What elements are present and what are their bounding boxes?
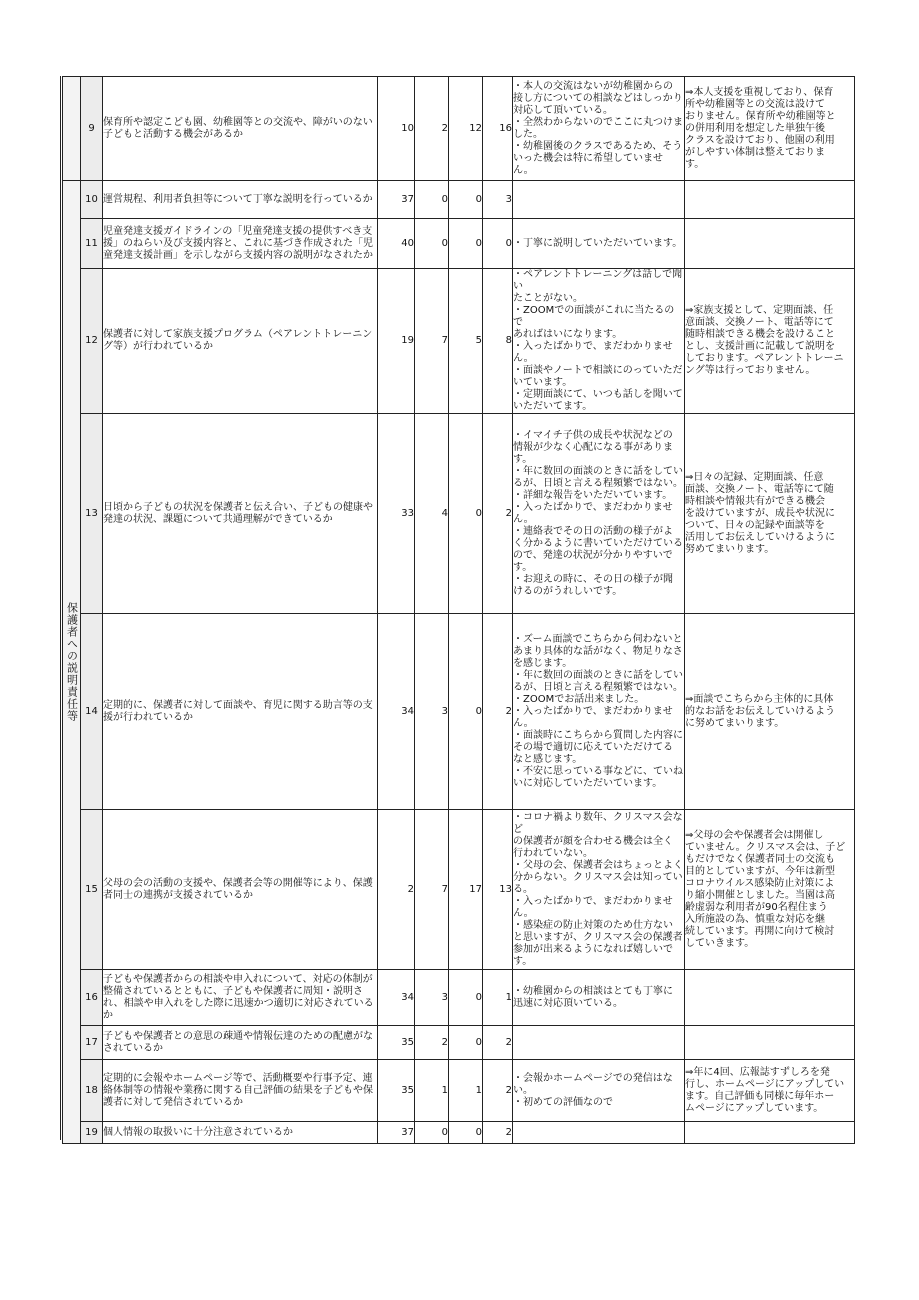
count-unknown: 2 <box>483 1122 513 1144</box>
question-text: 定期的に、保護者に対して面談や、育児に関する助言等の支援が行われているか <box>103 614 378 810</box>
count-unknown: 1 <box>483 970 513 1026</box>
question-text: 子どもや保護者からの相談や申入れについて、対応の体制が整備されているとともに、子どもや保護者に周知・説明され、相談や申入れをした際に迅速かつ適切に対応されているか <box>103 970 378 1026</box>
count-no: 0 <box>449 1026 483 1060</box>
count-neutral: 0 <box>415 181 449 219</box>
count-unknown: 3 <box>483 181 513 219</box>
facility-response <box>685 970 855 1026</box>
question-text: 保育所や認定こども園、幼稚園等との交流や、障がいのない子どもと活動する機会があるか <box>103 77 378 181</box>
parent-comment: ・ズーム面談でこちらから伺わないと あまり具体的な話がなく、物足りなさ を感じます。 ・年に数回の面談のときに話をしてい るが、日頃と言える程頻繁ではない。 ・ZOOMでお話出来ました。 ・入ったばかりで、まだわかりません。 ・面談時にこちらから質問した内容に その場で適切に応えていただけてる なと感じます。 ・不安に思っている事などに、ていね いに対応していただいています。 <box>513 614 685 810</box>
count-yes: 37 <box>378 1122 415 1144</box>
count-neutral: 7 <box>415 269 449 414</box>
table-row <box>63 810 855 970</box>
question-text: 運営規程、利用者負担等について丁寧な説明を行っているか <box>103 181 378 219</box>
parent-comment: ・丁寧に説明していただいています。 <box>513 219 685 269</box>
left-border-line <box>60 76 61 1140</box>
count-yes: 37 <box>378 181 415 219</box>
parent-comment: ・会報かホームページでの発信はな い。 ・初めての評価なので <box>513 1060 685 1122</box>
count-no: 12 <box>449 77 483 181</box>
row-number: 17 <box>81 1026 103 1060</box>
count-yes: 33 <box>378 414 415 614</box>
count-unknown: 2 <box>483 1060 513 1122</box>
question-text: 父母の会の活動の支援や、保護者会等の開催等により、保護者同士の連携が支援されているか <box>103 810 378 970</box>
count-no: 0 <box>449 414 483 614</box>
count-no: 5 <box>449 269 483 414</box>
count-neutral: 4 <box>415 414 449 614</box>
table-row <box>63 1122 855 1144</box>
parent-comment <box>513 1122 685 1144</box>
count-neutral: 0 <box>415 219 449 269</box>
row-number: 14 <box>81 614 103 810</box>
table-row <box>63 269 855 414</box>
count-unknown: 2 <box>483 1026 513 1060</box>
count-yes: 34 <box>378 614 415 810</box>
parent-comment <box>513 1026 685 1060</box>
question-text: 日頃から子どもの状況を保護者と伝え合い、子どもの健康や発達の状況、課題について共通理解ができているか <box>103 414 378 614</box>
count-yes: 35 <box>378 1060 415 1122</box>
count-yes: 2 <box>378 810 415 970</box>
table-row <box>63 1060 855 1122</box>
category-cell <box>63 181 81 1144</box>
count-neutral: 7 <box>415 810 449 970</box>
table-row <box>63 219 855 269</box>
facility-response: ⇒家族支援として、定期面談、任 意面談、交換ノート、電話等にて 随時相談できる機会を設けること とし、支援計画に記載して説明を しております。ペアレントトレーニ ング等は行っておりません。 <box>685 269 855 414</box>
count-no: 17 <box>449 810 483 970</box>
table-row <box>63 414 855 614</box>
evaluation-table <box>62 76 855 1144</box>
question-text: 子どもや保護者との意思の疎通や情報伝達のための配慮がなされているか <box>103 1026 378 1060</box>
count-unknown: 2 <box>483 614 513 810</box>
count-neutral: 0 <box>415 1122 449 1144</box>
table-row <box>63 970 855 1026</box>
count-no: 0 <box>449 970 483 1026</box>
count-neutral: 3 <box>415 614 449 810</box>
facility-response: ⇒本人支援を重視しており、保育 所や幼稚園等との交流は設けて おりません。保育所や幼稚園等と の併用利用を想定した単独午後 クラスを設けており、他園の利用 がしやすい体制は整えておりま す。 <box>685 77 855 181</box>
facility-response <box>685 219 855 269</box>
count-neutral: 3 <box>415 970 449 1026</box>
category-label: 保護者への説明責任等 <box>65 602 79 722</box>
row-number: 9 <box>81 77 103 181</box>
count-no: 0 <box>449 614 483 810</box>
row-number: 10 <box>81 181 103 219</box>
facility-response: ⇒日々の記録、定期面談、任意 面談、交換ノート、電話等にて随 時相談や情報共有ができる機会 を設けていますが、成長や状況に ついて、日々の記録や面談等を 活用してお伝えしていけるように 努めてまいります。 <box>685 414 855 614</box>
parent-comment: ・イマイチ子供の成長や状況などの 情報が少なく心配になる事がありま す。 ・年に数回の面談のときに話をしてい るが、日頃と言える程頻繁ではない。 ・詳細な報告をいただいています。 ・入ったばかりで、まだわかりません。 ・連絡表でその日の活動の様子がよ く分かるように書いていただけている ので、発達の状況が分かりやすいで す。 ・お迎えの時に、その日の様子が聞 けるのがうれしいです。 <box>513 414 685 614</box>
count-unknown: 16 <box>483 77 513 181</box>
count-unknown: 0 <box>483 219 513 269</box>
facility-response <box>685 181 855 219</box>
question-text: 個人情報の取扱いに十分注意されているか <box>103 1122 378 1144</box>
count-yes: 19 <box>378 269 415 414</box>
facility-response <box>685 1122 855 1144</box>
count-yes: 34 <box>378 970 415 1026</box>
count-yes: 40 <box>378 219 415 269</box>
facility-response: ⇒面談でこちらから主体的に具体 的なお話をお伝えしていけるよう に努めてまいります。 <box>685 614 855 810</box>
row-number: 18 <box>81 1060 103 1122</box>
count-no: 0 <box>449 219 483 269</box>
parent-comment: ・ペアレントトレーニングは話しで聞い たことがない。 ・ZOOMでの面談がこれに当たるので あればはいになります。 ・入ったばかりで、まだわかりません。 ・面談やノートで相談にのっていただ いています。 ・定期面談にて、いつも話しを聞いて いただいてます。 <box>513 269 683 412</box>
count-neutral: 1 <box>415 1060 449 1122</box>
row-number: 19 <box>81 1122 103 1144</box>
parent-comment: ・本人の交流はないが幼稚園からの 接し方についての相談などはしっかり 対応して頂いている。 ・全然わからないのでここに丸つけま した。 ・幼稚園後のクラスであるため、そう いった機会は特に希望していませ ん。 <box>513 77 685 181</box>
parent-comment: ・コロナ禍より数年、クリスマス会など の保護者が顔を合わせる機会は全く 行われていない。 ・父母の会、保護者会はちょっとよく 分からない。クリスマス会は知ってい る。 ・入ったばかりで、まだわかりません。 ・感染症の防止対策のため仕方ない と思いますが、クリスマス会の保護者 参加が出来るようになれば嬉しいで す。 <box>513 810 685 970</box>
table-row <box>63 1026 855 1060</box>
count-neutral: 2 <box>415 77 449 181</box>
facility-response: ⇒年に4回、広報誌すずしろを発 行し、ホームページにアップしてい ます。自己評価も同様に毎年ホー ムページにアップしています。 <box>685 1060 855 1122</box>
count-no: 0 <box>449 181 483 219</box>
table-row <box>63 614 855 810</box>
row-number: 15 <box>81 810 103 970</box>
table-row <box>63 77 855 181</box>
facility-response: ⇒父母の会や保護者会は開催し ていません。クリスマス会は、子ど もだけでなく保護者同士の交流も 目的としていますが、今年は新型 コロナウイルス感染防止対策によ り縮小開催としました。当園は高 齢虚弱な利用者が90名程住まう 入所施設の為、慎重な対応を継 続しています。再開に向けて検討 していきます。 <box>685 810 855 970</box>
parent-comment: ・幼稚園からの相談はとても丁寧に 迅速に対応頂いている。 <box>513 970 685 1026</box>
row-number: 12 <box>81 269 103 414</box>
count-no: 1 <box>449 1060 483 1122</box>
question-text: 保護者に対して家族支援プログラム（ペアレントトレーニング等）が行われているか <box>103 269 378 414</box>
question-text: 児童発達支援ガイドラインの「児童発達支援の提供すべき支援」のねらい及び支援内容と、これに基づき作成された「児童発達支援計画」を示しながら支援内容の説明がなされたか <box>103 219 378 269</box>
parent-comment <box>513 181 685 219</box>
question-text: 定期的に会報やホームページ等で、活動概要や行事予定、連絡体制等の情報や業務に関する自己評価の結果を子どもや保護者に対して発信されているか <box>103 1060 378 1122</box>
row-number: 11 <box>81 219 103 269</box>
count-unknown: 8 <box>483 269 513 414</box>
row-number: 16 <box>81 970 103 1026</box>
table-row <box>63 181 855 219</box>
row-number: 13 <box>81 414 103 614</box>
count-no: 0 <box>449 1122 483 1144</box>
count-neutral: 2 <box>415 1026 449 1060</box>
count-unknown: 13 <box>483 810 513 970</box>
count-unknown: 2 <box>483 414 513 614</box>
count-yes: 10 <box>378 77 415 181</box>
facility-response <box>685 1026 855 1060</box>
count-yes: 35 <box>378 1026 415 1060</box>
category-cell-top <box>63 77 81 181</box>
table-body <box>63 77 855 1144</box>
